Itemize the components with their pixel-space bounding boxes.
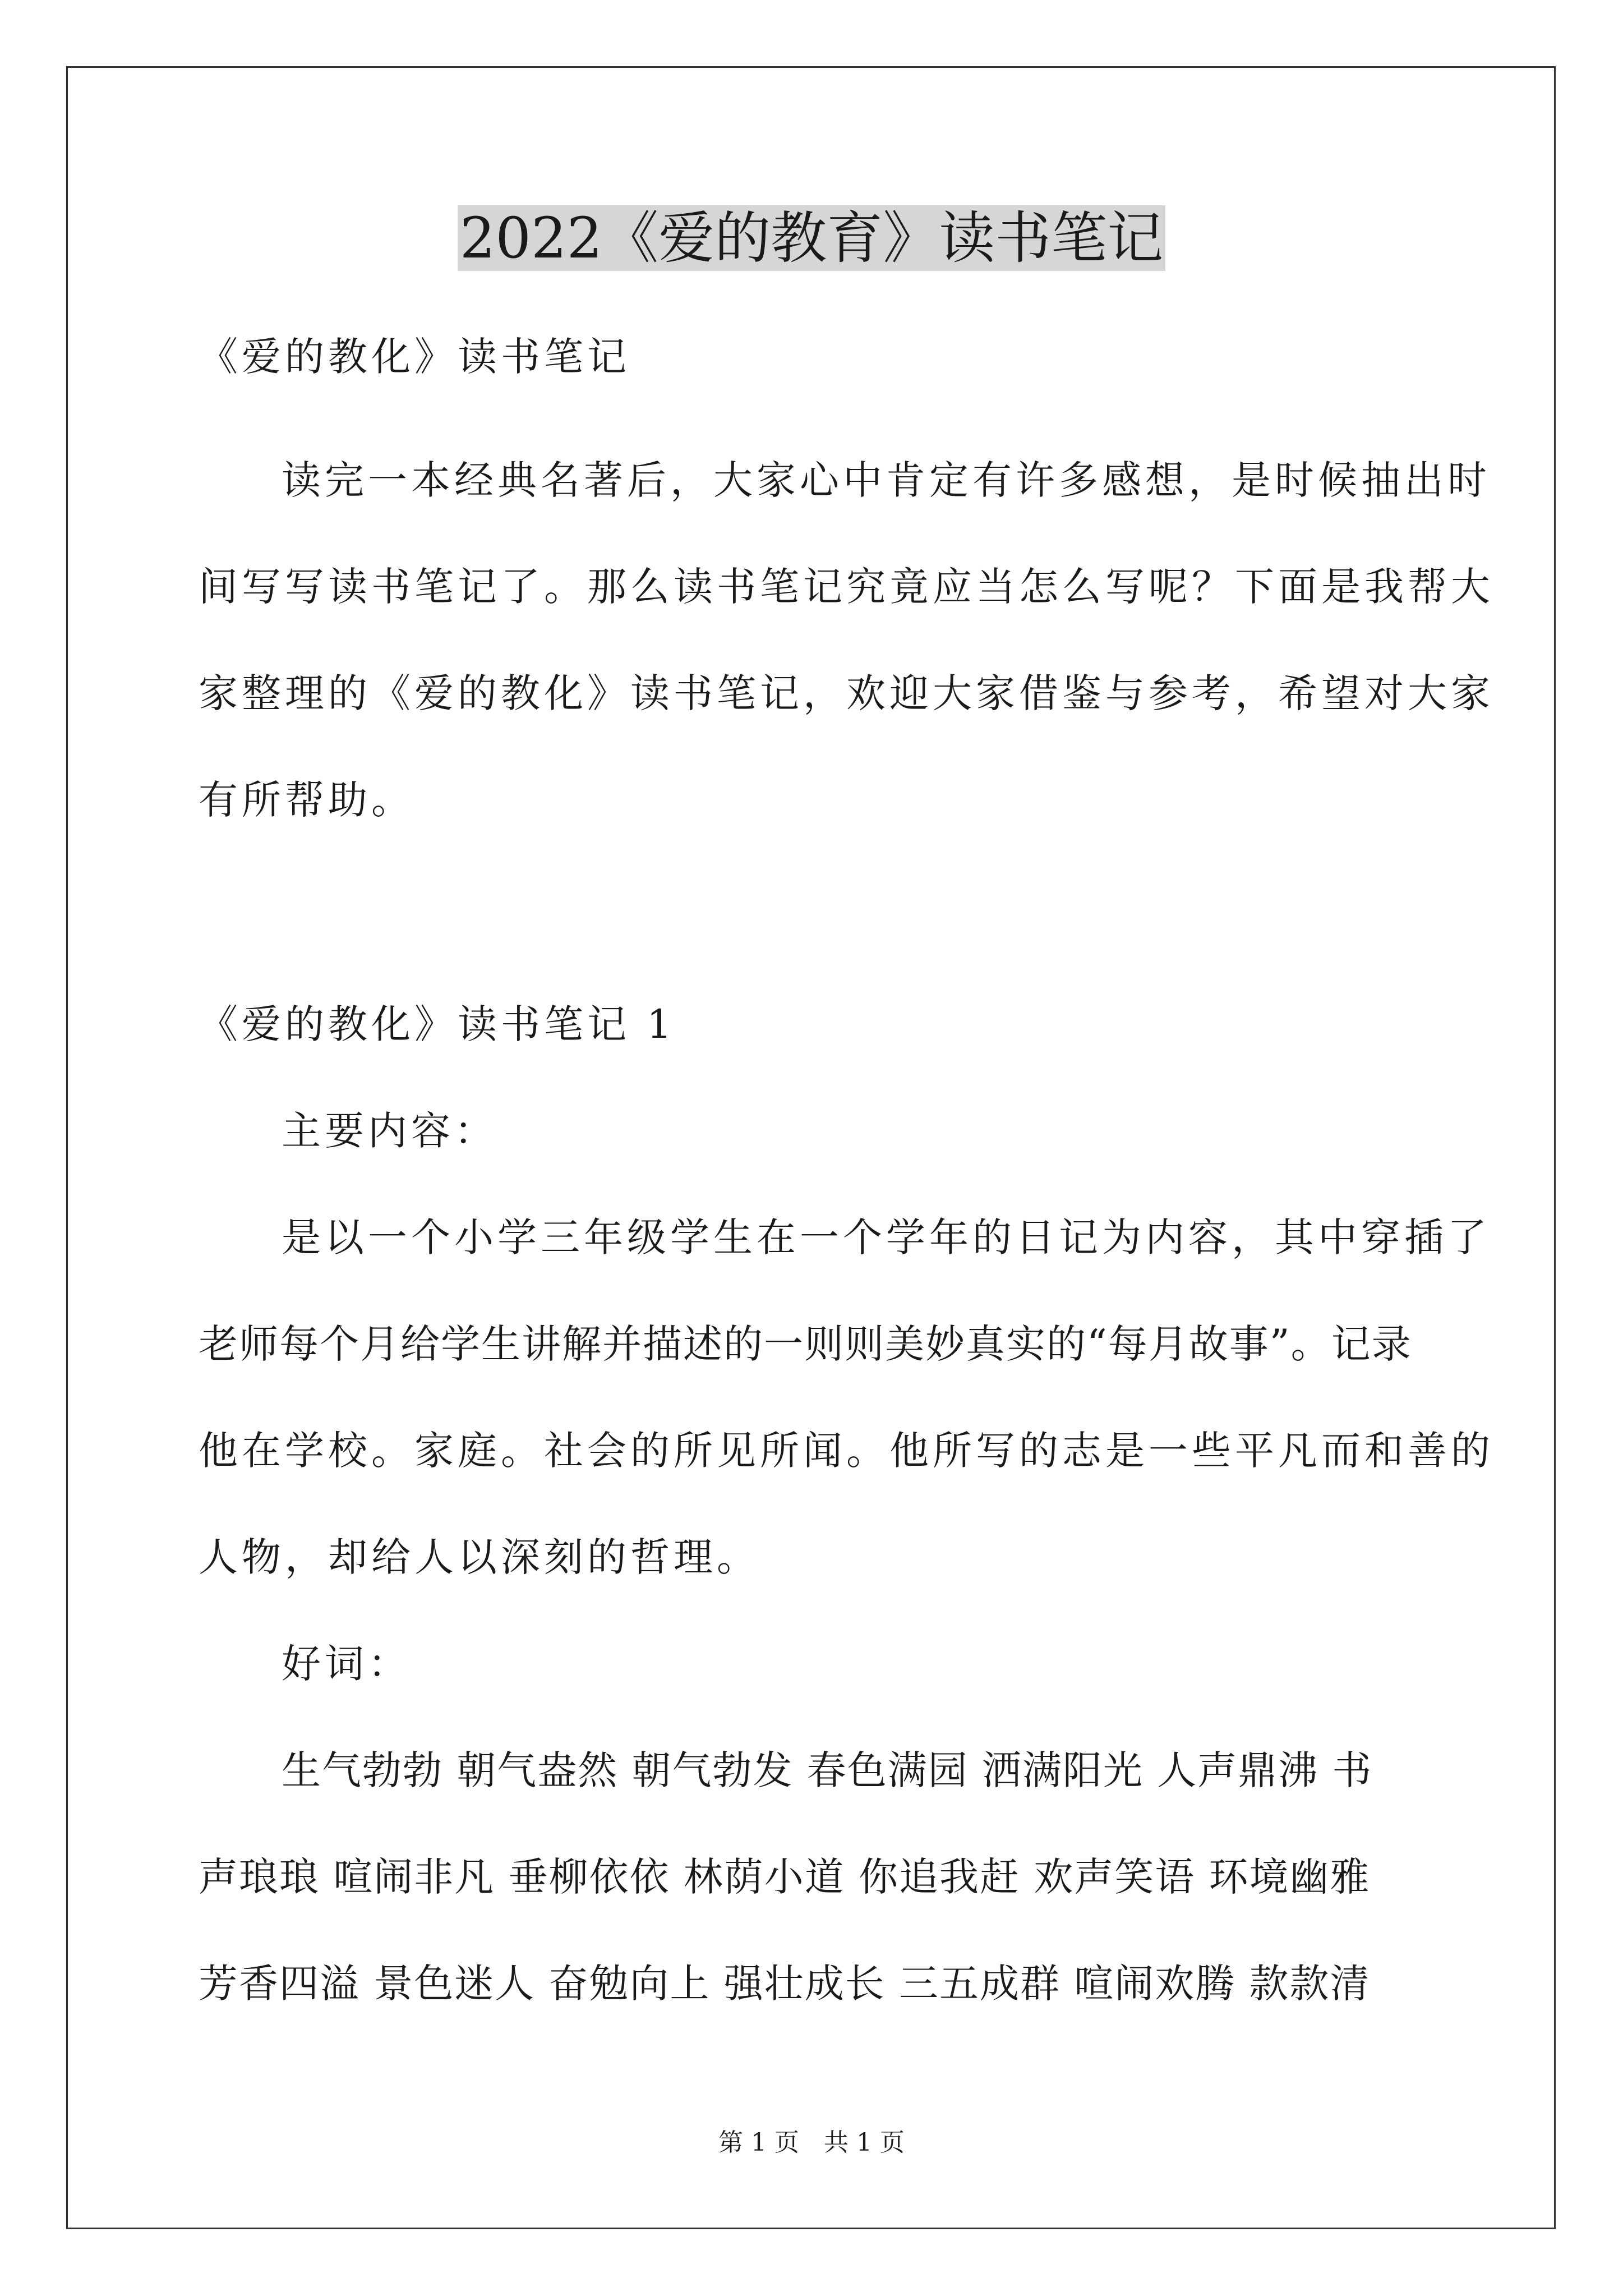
content-paragraph-line: 老师每个月给学生讲解并描述的一则则美妙真实的“每月故事”。记录	[199, 1321, 1412, 1367]
intro-paragraph-line: 读完一本经典名著后，大家心中肯定有许多感想，是时候抽出时	[282, 457, 1491, 503]
content-paragraph-line: 他在学校。家庭。社会的所见所闻。他所写的志是一些平凡而和善的	[199, 1428, 1494, 1474]
document-title: 2022《爱的教育》读书笔记	[0, 202, 1623, 275]
intro-paragraph-line: 家整理的《爱的教化》读书笔记，欢迎大家借鉴与参考，希望对大家	[199, 670, 1494, 716]
intro-paragraph-line: 有所帮助。	[199, 777, 414, 823]
word-list-line: 芳香四溢 景色迷人 奋勉向上 强壮成长 三五成群 喧闹欢腾 款款清	[199, 1961, 1371, 2007]
intro-paragraph-line: 间写写读书笔记了。那么读书笔记究竟应当怎么写呢？下面是我帮大	[199, 564, 1494, 610]
word-list-line: 生气勃勃 朝气盎然 朝气勃发 春色满园 洒满阳光 人声鼎沸 书	[282, 1747, 1373, 1793]
content-paragraph-line: 是以一个小学三年级学生在一个学年的日记为内容，其中穿插了	[282, 1214, 1491, 1260]
subheading-good-words: 好词：	[282, 1641, 411, 1687]
page-footer: 第 1 页 共 1 页	[718, 2128, 905, 2157]
section-heading: 《爱的教化》读书笔记 1	[199, 1001, 676, 1047]
section-heading: 《爱的教化》读书笔记	[199, 334, 630, 380]
word-list-line: 声琅琅 喧闹非凡 垂柳依依 林荫小道 你追我赶 欢声笑语 环境幽雅	[199, 1854, 1371, 1900]
subheading-main-content: 主要内容：	[282, 1108, 497, 1154]
content-paragraph-line: 人物，却给人以深刻的哲理。	[199, 1534, 760, 1580]
